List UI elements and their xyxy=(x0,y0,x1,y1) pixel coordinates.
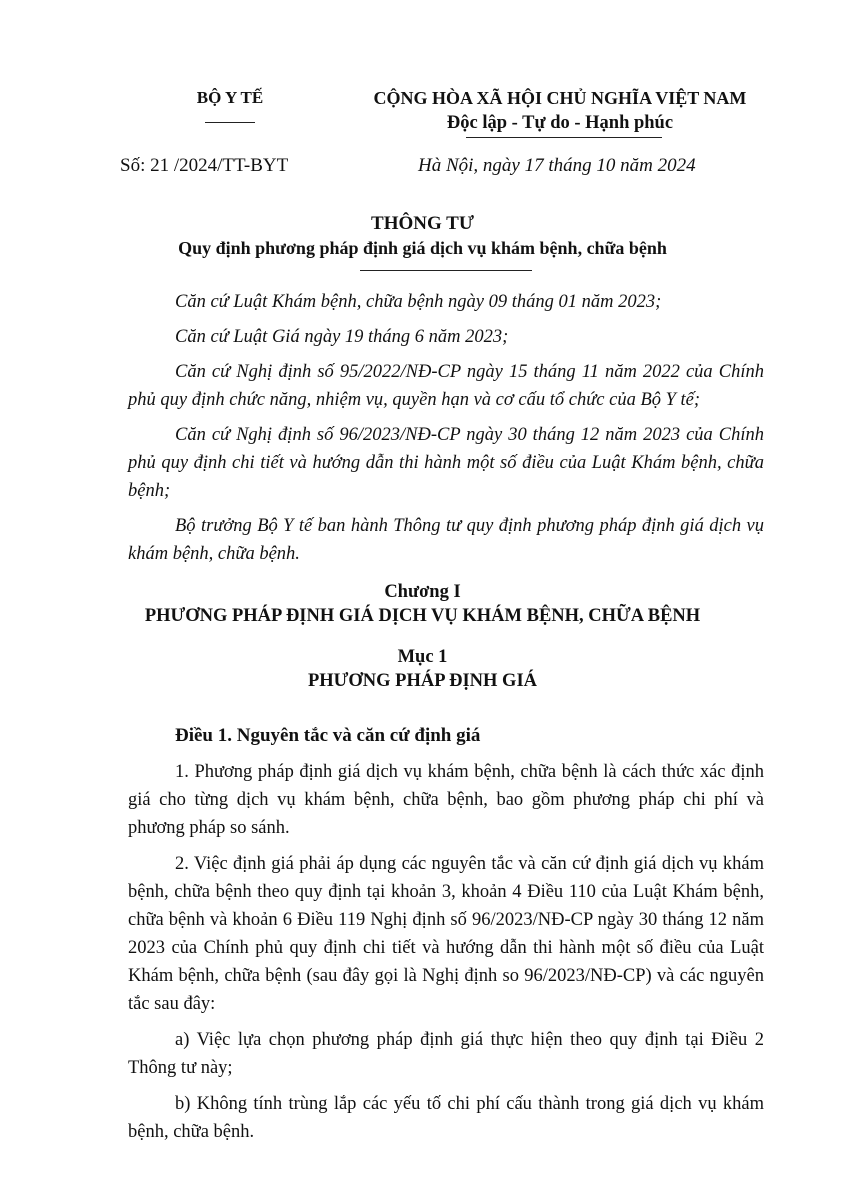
issue-date: Hà Nội, ngày 17 tháng 10 năm 2024 xyxy=(418,155,696,176)
chapter-title: PHƯƠNG PHÁP ĐỊNH GIÁ DỊCH VỤ KHÁM BỆNH, CHỮA BỆNH xyxy=(144,606,701,626)
article-paragraph: b) Không tính trùng lắp các yếu tố chi phí cấu thành trong giá dịch vụ khám bệnh, chữa bệnh. xyxy=(128,1094,764,1142)
article-paragraph: 1. Phương pháp định giá dịch vụ khám bệnh, chữa bệnh là cách thức xác định giá cho từng dịch vụ khám bệnh, chữa bệnh, bao gồm phương pháp chi phí và phương pháp so sánh. xyxy=(128,762,764,838)
title-underline xyxy=(360,270,532,271)
document-type: THÔNG TƯ xyxy=(371,213,474,234)
motto-underline xyxy=(466,137,662,138)
article-title: Điều 1. Nguyên tắc và căn cứ định giá xyxy=(175,725,481,746)
preamble xyxy=(128,288,764,568)
preamble-item: Căn cứ Luật Giá ngày 19 tháng 6 năm 2023; xyxy=(175,327,509,347)
article-paragraph: 2. Việc định giá phải áp dụng các nguyên tắc và căn cứ định giá dịch vụ khám bệnh, chữa bệnh theo quy định tại khoản 3, khoản 4 Điều 110 của Luật Khám bệnh, chữa bệnh và khoản 6 Điều 119 Nghị định số 96/2023/NĐ-CP ngày 30 tháng 12 năm 2023 của Chính phủ quy định chi tiết và hướng dẫn thi hành một số điều của Luật Khám bệnh, chữa bệnh (sau đây gọi là Nghị định so 96/2023/NĐ-CP) và các nguyên tắc sau đây: xyxy=(128,854,764,1014)
preamble-item: Căn cứ Nghị định số 95/2022/NĐ-CP ngày 15 tháng 11 năm 2022 của Chính phủ quy định chức năng, nhiệm vụ, quyền hạn và cơ cấu tổ chức của Bộ Y tế; xyxy=(128,362,764,410)
chapter-label: Chương I xyxy=(384,582,461,602)
national-header xyxy=(370,86,750,136)
section-label: Mục 1 xyxy=(397,647,448,667)
republic-name: CỘNG HÒA XÃ HỘI CHỦ NGHĨA VIỆT NAM xyxy=(373,88,747,108)
preamble-item: Căn cứ Nghị định số 96/2023/NĐ-CP ngày 30 tháng 12 năm 2023 của Chính phủ quy định chi tiết và hướng dẫn thi hành một số điều của Luật Khám bệnh, chữa bệnh; xyxy=(128,425,764,501)
ministry-underline xyxy=(205,122,255,123)
preamble-item: Bộ trưởng Bộ Y tế ban hành Thông tư quy định phương pháp định giá dịch vụ khám bệnh, chữa bệnh. xyxy=(128,516,764,564)
preamble-item: Căn cứ Luật Khám bệnh, chữa bệnh ngày 09 tháng 01 năm 2023; xyxy=(175,292,662,312)
article-paragraph: a) Việc lựa chọn phương pháp định giá thực hiện theo quy định tại Điều 2 Thông tư này; xyxy=(128,1030,764,1078)
motto: Độc lập - Tự do - Hạnh phúc xyxy=(446,113,674,133)
section-title: PHƯƠNG PHÁP ĐỊNH GIÁ xyxy=(307,671,538,691)
document-number: Số: 21 /2024/TT-BYT xyxy=(120,155,289,176)
ministry-name: BỘ Y TẾ xyxy=(196,88,264,107)
article-body xyxy=(128,758,764,1146)
document-subject: Quy định phương pháp định giá dịch vụ khám bệnh, chữa bệnh xyxy=(178,238,667,258)
